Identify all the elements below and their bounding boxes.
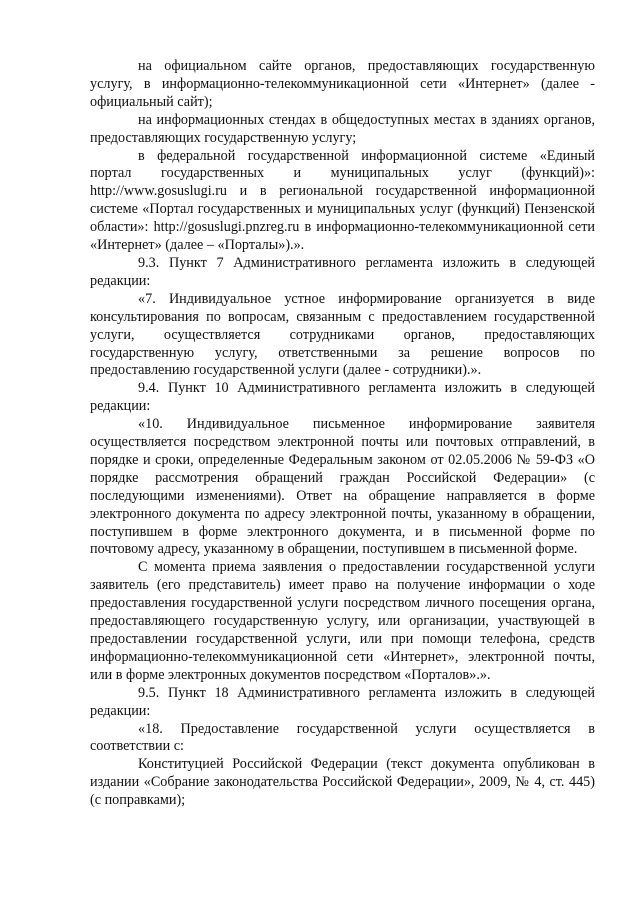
paragraph-official-site: на официальном сайте органов, предоставляющих государственную услугу, в информационно-телекоммуникационной сети «Интернет» (далее - официальный сайт);: [90, 58, 595, 110]
paragraph-status-info: С момента приема заявления о предоставлении государственной услуги заявитель (его представитель) имеет право на получение информации о ходе предоставления государственной услуги посредством личного посещения органа, предоставляющего государственную услугу, или организации, участвующей в предоставлении государственной услуги, или при помощи телефона, средств информационно-телекоммуникационной сети «Интернет», электронной почты, или в форме электронных документов посредством «Порталов».».: [90, 559, 595, 683]
paragraph-amendment-9-5: 9.5. Пункт 18 Административного регламента изложить в следующей редакции:: [90, 684, 595, 719]
paragraph-amendment-9-4: 9.4. Пункт 10 Административного регламента изложить в следующей редакции:: [90, 380, 595, 415]
paragraph-point-10: «10. Индивидуальное письменное информирование заявителя осуществляется посредством электронной почты или почтовых отправлений, в порядке и сроки, определенные Федеральным законом от 02.05.2006 № 59-ФЗ «О порядке рассмотрения обращений граждан Российской Федерации» (с последующими изменениями). Ответ на обращение направляется в форме электронного документа по адресу электронной почты, указанному в обращении, поступившем в форме электронного документа, и в письменной форме по почтовому адресу, указанному в обращении, поступившем в письменной форме.: [90, 416, 595, 558]
paragraph-amendment-9-3: 9.3. Пункт 7 Административного регламента изложить в следующей редакции:: [90, 254, 595, 289]
paragraph-point-18: «18. Предоставление государственной услуги осуществляется в соответствии с:: [90, 720, 595, 755]
paragraph-point-7: «7. Индивидуальное устное информирование организуется в виде консультирования по вопросам, связанным с предоставлением государственной услуги, осуществляется сотрудниками органов, предоставляющих государственную услугу, ответственными за решение вопросов по предоставлению государственной услуги (далее - сотрудники).».: [90, 290, 595, 379]
paragraph-info-stands: на информационных стендах в общедоступных местах в зданиях органов, предоставляющих государственную услугу;: [90, 111, 595, 146]
paragraph-constitution: Конституцией Российской Федерации (текст документа опубликован в издании «Собрание законодательства Российской Федерации», 2009, № 4, ст. 445) (с поправками);: [90, 756, 595, 809]
document-page: [90, 58, 595, 810]
paragraph-portals: в федеральной государственной информационной системе «Единый портал государственных и муниципальных услуг (функций)»: http://www.gosuslugi.ru и в региональной государственной информационной системе «Портал государственных и муниципальных услуг (функций) Пензенской области»: http://gosuslugi.pnzreg.ru в информационно-телекоммуникационной сети «Интернет» (далее – «Порталы»).».: [90, 147, 595, 254]
